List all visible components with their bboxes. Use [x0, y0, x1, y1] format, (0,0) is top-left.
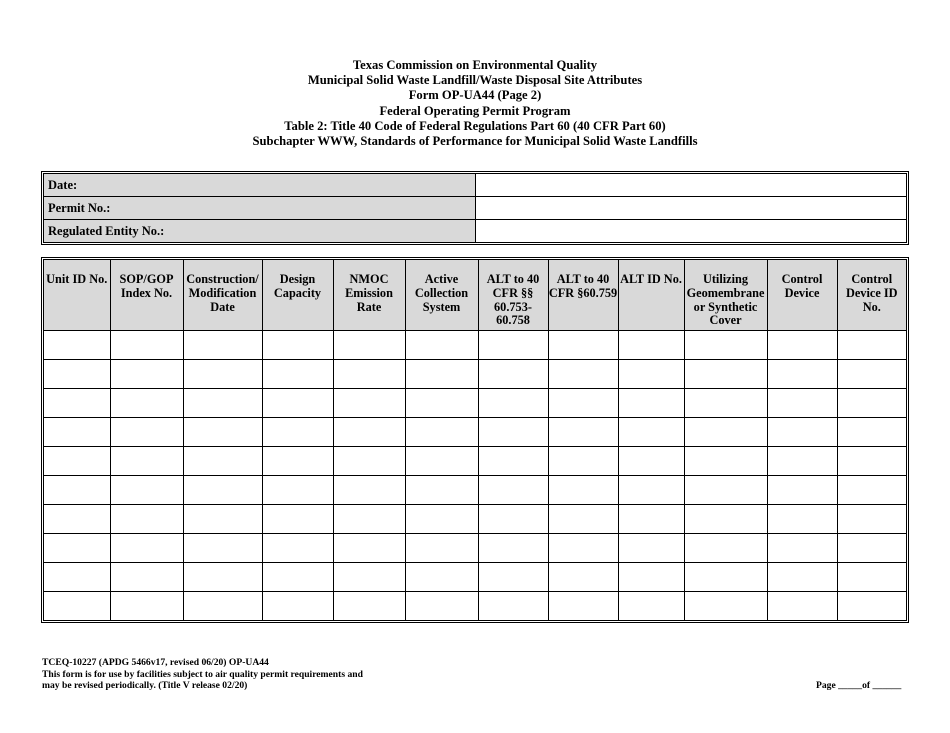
cell-alt-60753[interactable] — [478, 446, 548, 475]
cell-sop-gop-index[interactable] — [110, 562, 183, 591]
attributes-table — [41, 257, 909, 623]
table-row — [44, 591, 906, 620]
cell-construction-date[interactable] — [183, 359, 262, 388]
cell-alt-id[interactable] — [618, 446, 684, 475]
cell-construction-date[interactable] — [183, 475, 262, 504]
cell-design-capacity[interactable] — [262, 562, 333, 591]
cell-active-collection[interactable] — [405, 475, 478, 504]
cell-nmoc-emission-rate[interactable] — [333, 359, 405, 388]
cell-control-device-id[interactable] — [837, 591, 906, 620]
cell-control-device-id[interactable] — [837, 417, 906, 446]
cell-alt-id[interactable] — [618, 359, 684, 388]
cell-construction-date[interactable] — [183, 330, 262, 359]
table-row — [44, 504, 906, 533]
cell-geomembrane[interactable] — [684, 359, 767, 388]
cell-alt-60759[interactable] — [548, 591, 618, 620]
subchapter-title: Subchapter WWW, Standards of Performance for Municipal Solid Waste Landfills — [252, 134, 698, 149]
cell-alt-id[interactable] — [618, 330, 684, 359]
form-title: Municipal Solid Waste Landfill/Waste Disposal Site Attributes — [307, 73, 643, 88]
usage-note-line1: This form is for use by facilities subject to air quality permit requirements and — [42, 668, 363, 680]
cell-active-collection[interactable] — [405, 504, 478, 533]
col-control-device: Control Device — [767, 260, 837, 330]
permit-row — [44, 197, 906, 220]
cell-control-device[interactable] — [767, 446, 837, 475]
cell-unit-id[interactable] — [44, 330, 110, 359]
cell-unit-id[interactable] — [44, 504, 110, 533]
cell-alt-60753[interactable] — [478, 330, 548, 359]
cell-active-collection[interactable] — [405, 388, 478, 417]
table-row — [44, 330, 906, 359]
cell-design-capacity[interactable] — [262, 359, 333, 388]
cell-alt-60759[interactable] — [548, 359, 618, 388]
form-footer — [42, 657, 363, 692]
cell-alt-id[interactable] — [618, 475, 684, 504]
cell-sop-gop-index[interactable] — [110, 446, 183, 475]
cell-alt-60753[interactable] — [478, 475, 548, 504]
cell-sop-gop-index[interactable] — [110, 591, 183, 620]
cell-nmoc-emission-rate[interactable] — [333, 591, 405, 620]
table-row — [44, 417, 906, 446]
cell-unit-id[interactable] — [44, 533, 110, 562]
date-label: Date: — [44, 174, 476, 196]
cell-nmoc-emission-rate[interactable] — [333, 504, 405, 533]
cell-alt-60753[interactable] — [478, 562, 548, 591]
cell-geomembrane[interactable] — [684, 504, 767, 533]
cell-construction-date[interactable] — [183, 388, 262, 417]
cell-alt-60759[interactable] — [548, 533, 618, 562]
cell-nmoc-emission-rate[interactable] — [333, 417, 405, 446]
col-alt-60759: ALT to 40 CFR §60.759 — [548, 260, 618, 330]
cell-control-device[interactable] — [767, 388, 837, 417]
cell-sop-gop-index[interactable] — [110, 475, 183, 504]
col-control-device-id: Control Device ID No. — [837, 260, 906, 330]
table-row — [44, 446, 906, 475]
cell-alt-60759[interactable] — [548, 417, 618, 446]
cell-alt-60759[interactable] — [548, 446, 618, 475]
cell-construction-date[interactable] — [183, 591, 262, 620]
cell-nmoc-emission-rate[interactable] — [333, 562, 405, 591]
cell-control-device[interactable] — [767, 417, 837, 446]
cell-unit-id[interactable] — [44, 417, 110, 446]
entity-field[interactable] — [476, 220, 906, 242]
cell-control-device[interactable] — [767, 533, 837, 562]
cell-control-device[interactable] — [767, 359, 837, 388]
header-row — [44, 260, 906, 330]
col-design-capacity: Design Capacity — [262, 260, 333, 330]
info-table — [41, 171, 909, 245]
col-geomembrane: Utilizing Geomembrane or Synthetic Cover — [684, 260, 767, 330]
cell-geomembrane[interactable] — [684, 562, 767, 591]
cell-nmoc-emission-rate[interactable] — [333, 475, 405, 504]
cell-control-device[interactable] — [767, 591, 837, 620]
cell-sop-gop-index[interactable] — [110, 359, 183, 388]
agency-title: Texas Commission on Environmental Quality — [352, 58, 598, 72]
page-number: Page _____of ______ — [816, 680, 902, 691]
cell-alt-id[interactable] — [618, 417, 684, 446]
cell-alt-60759[interactable] — [548, 330, 618, 359]
cell-design-capacity[interactable] — [262, 591, 333, 620]
table-row — [44, 562, 906, 591]
permit-field[interactable] — [476, 197, 906, 219]
cell-construction-date[interactable] — [183, 504, 262, 533]
col-construction-date: Construction/ Modification Date — [183, 260, 262, 330]
cell-sop-gop-index[interactable] — [110, 388, 183, 417]
cell-alt-60759[interactable] — [548, 475, 618, 504]
cell-nmoc-emission-rate[interactable] — [333, 330, 405, 359]
date-row — [44, 174, 906, 197]
table-title: Table 2: Title 40 Code of Federal Regulations Part 60 (40 CFR Part 60) — [284, 118, 666, 133]
cell-active-collection[interactable] — [405, 591, 478, 620]
cell-nmoc-emission-rate[interactable] — [333, 446, 405, 475]
cell-design-capacity[interactable] — [262, 446, 333, 475]
cell-unit-id[interactable] — [44, 388, 110, 417]
cell-control-device[interactable] — [767, 475, 837, 504]
cell-control-device-id[interactable] — [837, 475, 906, 504]
cell-alt-id[interactable] — [618, 591, 684, 620]
form-number: Form OP-UA44 (Page 2) — [408, 88, 542, 103]
permit-label: Permit No.: — [44, 197, 476, 219]
col-nmoc-emission-rate: NMOC Emission Rate — [333, 260, 405, 330]
cell-active-collection[interactable] — [405, 446, 478, 475]
entity-row — [44, 220, 906, 242]
cell-control-device[interactable] — [767, 330, 837, 359]
cell-design-capacity[interactable] — [262, 330, 333, 359]
cell-alt-60759[interactable] — [548, 504, 618, 533]
entity-label: Regulated Entity No.: — [44, 220, 476, 242]
cell-design-capacity[interactable] — [262, 475, 333, 504]
cell-active-collection[interactable] — [405, 562, 478, 591]
cell-geomembrane[interactable] — [684, 533, 767, 562]
cell-alt-60753[interactable] — [478, 533, 548, 562]
cell-design-capacity[interactable] — [262, 504, 333, 533]
cell-unit-id[interactable] — [44, 562, 110, 591]
col-active-collection: Active Collection System — [405, 260, 478, 330]
cell-geomembrane[interactable] — [684, 417, 767, 446]
cell-unit-id[interactable] — [44, 446, 110, 475]
cell-alt-60759[interactable] — [548, 562, 618, 591]
table-body — [44, 330, 906, 620]
cell-nmoc-emission-rate[interactable] — [333, 533, 405, 562]
cell-control-device-id[interactable] — [837, 330, 906, 359]
cell-control-device-id[interactable] — [837, 562, 906, 591]
cell-control-device-id[interactable] — [837, 533, 906, 562]
cell-geomembrane[interactable] — [684, 330, 767, 359]
cell-sop-gop-index[interactable] — [110, 417, 183, 446]
table-row — [44, 359, 906, 388]
cell-geomembrane[interactable] — [684, 388, 767, 417]
cell-alt-id[interactable] — [618, 388, 684, 417]
cell-construction-date[interactable] — [183, 417, 262, 446]
cell-sop-gop-index[interactable] — [110, 330, 183, 359]
cell-control-device[interactable] — [767, 504, 837, 533]
cell-alt-id[interactable] — [618, 504, 684, 533]
cell-control-device-id[interactable] — [837, 504, 906, 533]
cell-alt-60753[interactable] — [478, 417, 548, 446]
cell-control-device-id[interactable] — [837, 446, 906, 475]
cell-sop-gop-index[interactable] — [110, 533, 183, 562]
table-row — [44, 475, 906, 504]
cell-geomembrane[interactable] — [684, 446, 767, 475]
cell-alt-60753[interactable] — [478, 388, 548, 417]
table-row — [44, 533, 906, 562]
cell-alt-id[interactable] — [618, 562, 684, 591]
cell-geomembrane[interactable] — [684, 591, 767, 620]
program-title: Federal Operating Permit Program — [379, 103, 571, 118]
cell-control-device-id[interactable] — [837, 359, 906, 388]
form-header — [0, 58, 950, 149]
col-alt-id: ALT ID No. — [618, 260, 684, 330]
cell-alt-60753[interactable] — [478, 504, 548, 533]
form-id: TCEQ-10227 (APDG 5466v17, revised 06/20) OP-UA44 — [42, 657, 269, 668]
col-alt-60753: ALT to 40 CFR §§ 60.753- 60.758 — [478, 260, 548, 330]
cell-active-collection[interactable] — [405, 533, 478, 562]
cell-control-device[interactable] — [767, 562, 837, 591]
cell-sop-gop-index[interactable] — [110, 504, 183, 533]
cell-design-capacity[interactable] — [262, 388, 333, 417]
cell-construction-date[interactable] — [183, 562, 262, 591]
cell-construction-date[interactable] — [183, 446, 262, 475]
cell-geomembrane[interactable] — [684, 475, 767, 504]
cell-design-capacity[interactable] — [262, 417, 333, 446]
cell-unit-id[interactable] — [44, 475, 110, 504]
cell-design-capacity[interactable] — [262, 533, 333, 562]
usage-note-line2: may be revised periodically. (Title V release 02/20) — [42, 680, 248, 692]
col-sop-gop-index: SOP/GOP Index No. — [110, 260, 183, 330]
cell-nmoc-emission-rate[interactable] — [333, 388, 405, 417]
cell-alt-60753[interactable] — [478, 359, 548, 388]
cell-unit-id[interactable] — [44, 591, 110, 620]
table-row — [44, 388, 906, 417]
cell-active-collection[interactable] — [405, 330, 478, 359]
cell-alt-60753[interactable] — [478, 591, 548, 620]
cell-active-collection[interactable] — [405, 359, 478, 388]
cell-unit-id[interactable] — [44, 359, 110, 388]
cell-alt-id[interactable] — [618, 533, 684, 562]
cell-active-collection[interactable] — [405, 417, 478, 446]
col-unit-id: Unit ID No. — [44, 260, 110, 330]
cell-construction-date[interactable] — [183, 533, 262, 562]
cell-control-device-id[interactable] — [837, 388, 906, 417]
date-field[interactable] — [476, 174, 906, 196]
cell-alt-60759[interactable] — [548, 388, 618, 417]
